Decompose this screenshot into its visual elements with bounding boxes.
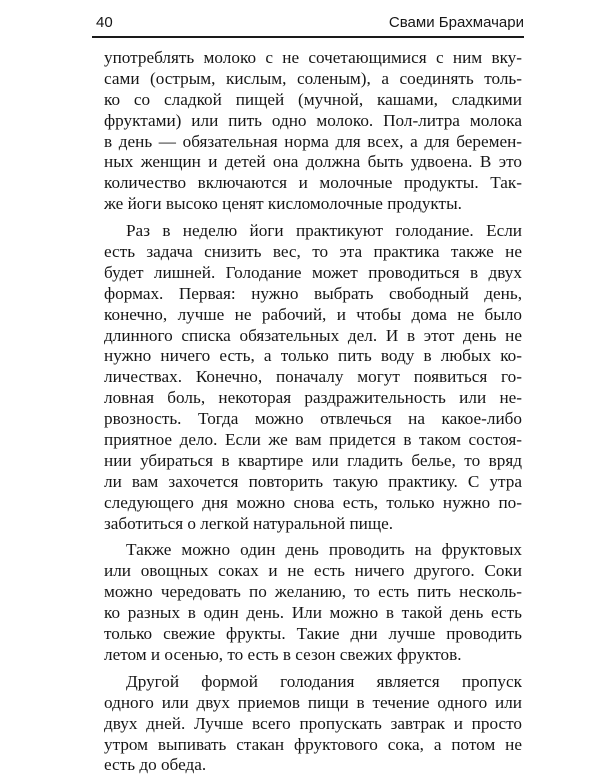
text-line: нужно ничего есть, а только пить воду в любых ко-: [104, 346, 522, 366]
text-line: рвозность. Тогда можно отвлечься на какое-либо: [104, 409, 522, 429]
text-line: ко разных в один день. Или можно в такой день есть: [104, 603, 522, 623]
paragraph-4: [104, 672, 522, 776]
text-line: заботиться о легкой натуральной пище.: [104, 513, 394, 533]
text-line: конечно, лучше не рабочий, и чтобы дома не было: [104, 304, 522, 324]
text-line: ли вам захочется повторить такую практику. С утра: [104, 471, 522, 491]
text-line: фруктами) или пить одно молоко. Пол-литра молока: [104, 110, 522, 130]
page-header: [92, 6, 524, 38]
running-title: Свами Брахмачари: [388, 14, 524, 31]
text-line: или овощных соках и не есть ничего другого. Соки: [104, 561, 522, 581]
paragraph-1: [104, 48, 522, 215]
text-line: ловная боль, некоторая раздражительность или не-: [104, 388, 522, 408]
text-line: употреблять молоко с не сочетающимися с ним вку-: [104, 48, 522, 67]
text-line: будет лишней. Голодание может проводиться в двух: [104, 262, 522, 282]
text-line: утром выпивать стакан фруктового сока, а потом не: [104, 734, 522, 754]
text-line: есть до обеда.: [104, 755, 207, 775]
text-line: двух дней. Лучше всего пропускать завтрак и просто: [104, 713, 522, 733]
text-line: сами (острым, кислым, соленым), а соединять толь-: [104, 68, 522, 88]
text-line: есть задача снизить вес, то эта практика также не: [104, 242, 522, 262]
paragraph-2: [104, 221, 522, 534]
text-line: количество включаются и молочные продукты. Так-: [104, 173, 522, 193]
text-line: летом и осенью, то есть в сезон свежих фруктов.: [104, 644, 462, 664]
text-line: нии убираться в квартире или гладить белье, то вряд: [104, 450, 522, 470]
text-line: можно чередовать по желанию, то есть пить несколь-: [104, 582, 522, 602]
text-line: Другой формой голодания является пропуск: [126, 671, 522, 691]
text-line: только свежие фрукты. Такие дни лучше проводить: [104, 624, 522, 644]
text-line: же йоги высоко ценят кисломолочные продукты.: [104, 194, 462, 214]
text-line: в день — обязательная норма для всех, а для беремен-: [104, 131, 522, 151]
paragraph-3: [104, 540, 522, 665]
text-line: ных женщин и детей она должна быть удвоена. В это: [104, 152, 522, 172]
text-line: Раз в неделю йоги практикуют голодание. Если: [126, 221, 522, 241]
text-line: ко со сладкой пищей (мучной, кашами, сладкими: [104, 89, 522, 109]
text-line: длинного списка обязательных дел. И в этот день не: [104, 325, 522, 345]
page-number: 40: [96, 14, 113, 31]
text-line: формах. Первая: нужно выбрать свободный день,: [104, 283, 522, 303]
text-line: Также можно один день проводить на фруктовых: [126, 540, 522, 560]
body-text: [104, 48, 522, 782]
text-line: личествах. Конечно, поначалу могут появиться го-: [104, 367, 522, 387]
text-line: следующего дня можно снова есть, только нужно по-: [104, 492, 522, 512]
text-line: приятное дело. Если же вам придется в таком состоя-: [104, 430, 522, 450]
text-line: одного или двух приемов пищи в течение одного или: [104, 692, 522, 712]
